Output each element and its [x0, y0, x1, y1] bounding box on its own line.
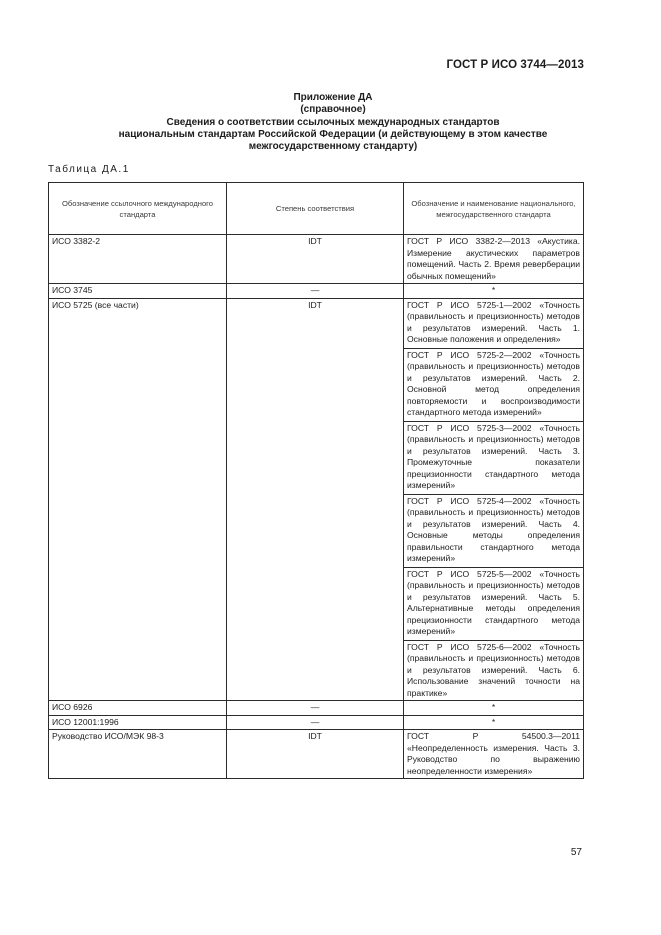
cell-national-standard: [404, 730, 584, 779]
column-header-national: Обозначение и наименование национального, межгосударственного стандарта: [404, 183, 584, 235]
national-standard-entry: ГОСТ Р 54500.3—2011 «Неопределенность измерения. Часть 3. Руководство по выражению неопределенности измерения»: [407, 731, 580, 776]
national-standard-entry: *: [491, 702, 496, 712]
cell-national-standard: [404, 235, 584, 284]
national-standard-entry: ГОСТ Р ИСО 5725-1—2002 «Точность (правильность и прецизионность) методов и результатов измерений. Часть 1. Основные положения и определения»: [407, 299, 580, 344]
table-header-row: [49, 183, 584, 235]
column-header-international: Обозначение ссылочного международного стандарта: [49, 183, 227, 235]
table-caption: Таблица ДА.1: [48, 164, 130, 175]
cell-international-standard: ИСО 6926: [49, 701, 227, 716]
cell-degree-of-correspondence: IDT: [227, 730, 404, 779]
cell-international-standard: ИСО 3382-2: [49, 235, 227, 284]
appendix-heading-line: Сведения о соответствии ссылочных международных стандартов: [166, 116, 500, 128]
appendix-heading-line: национальным стандартам Российской Федерации (и действующему в этом качестве: [118, 128, 548, 140]
table-row: [49, 701, 584, 716]
document-id: ГОСТ Р ИСО 3744—2013: [446, 59, 584, 71]
correspondence-table: [48, 182, 584, 779]
appendix-heading: [48, 92, 618, 153]
cell-degree-of-correspondence: —: [227, 284, 404, 299]
cell-international-standard: ИСО 5725 (все части): [49, 298, 227, 701]
national-standard-entry: ГОСТ Р ИСО 5725-3—2002 «Точность (правильность и прецизионность) методов и результатов измерений. Часть 3. Промежуточные показатели прецизионности стандартного метода измерений»: [403, 421, 583, 492]
national-standard-entry: ГОСТ Р ИСО 5725-2—2002 «Точность (правильность и прецизионность) методов и результатов измерений. Часть 2. Основной метод определения повторяемости и воспроизводимости стандартного метода измерений»: [403, 348, 583, 419]
appendix-title: Приложение ДА: [293, 92, 373, 103]
cell-degree-of-correspondence: IDT: [227, 298, 404, 701]
table-row: [49, 730, 584, 779]
column-header-degree: Степень соответствия: [227, 183, 404, 235]
table-row: [49, 298, 584, 701]
table-body: [49, 235, 584, 779]
cell-degree-of-correspondence: —: [227, 701, 404, 716]
national-standard-entry: ГОСТ Р ИСО 5725-4—2002 «Точность (правильность и прецизионность) методов и результатов измерений. Часть 4. Основные методы определения правильности стандартного метода измерений»: [403, 494, 583, 565]
national-standard-entry: ГОСТ Р ИСО 5725-5—2002 «Точность (правильность и прецизионность) методов и результатов измерений. Часть 5. Альтернативные методы определения прецизионности стандартного метода измерений»: [403, 567, 583, 638]
appendix-subtitle: (справочное): [300, 104, 366, 116]
cell-international-standard: ИСО 3745: [49, 284, 227, 299]
table-row: [49, 715, 584, 730]
cell-national-standard: [404, 715, 584, 730]
national-standard-entry: ГОСТ Р ИСО 3382-2—2013 «Акустика. Измерение акустических параметров помещений. Часть 2. Время реверберации обычных помещений»: [407, 236, 580, 281]
national-standard-entry: *: [491, 285, 496, 295]
cell-degree-of-correspondence: —: [227, 715, 404, 730]
table-row: [49, 284, 584, 299]
appendix-heading-line: межгосударственному стандарту): [248, 141, 418, 153]
table-row: [49, 235, 584, 284]
national-standard-entry: ГОСТ Р ИСО 5725-6—2002 «Точность (правильность и прецизионность) методов и результатов измерений. Часть 6. Использование значений точности на практике»: [403, 640, 583, 700]
cell-national-standard: [404, 298, 584, 701]
cell-degree-of-correspondence: IDT: [227, 235, 404, 284]
cell-national-standard: [404, 284, 584, 299]
cell-international-standard: Руководство ИСО/МЭК 98-3: [49, 730, 227, 779]
national-standard-entry: *: [491, 716, 496, 727]
cell-international-standard: ИСО 12001:1996: [49, 715, 227, 730]
cell-national-standard: [404, 701, 584, 716]
page-number: 57: [570, 847, 582, 858]
